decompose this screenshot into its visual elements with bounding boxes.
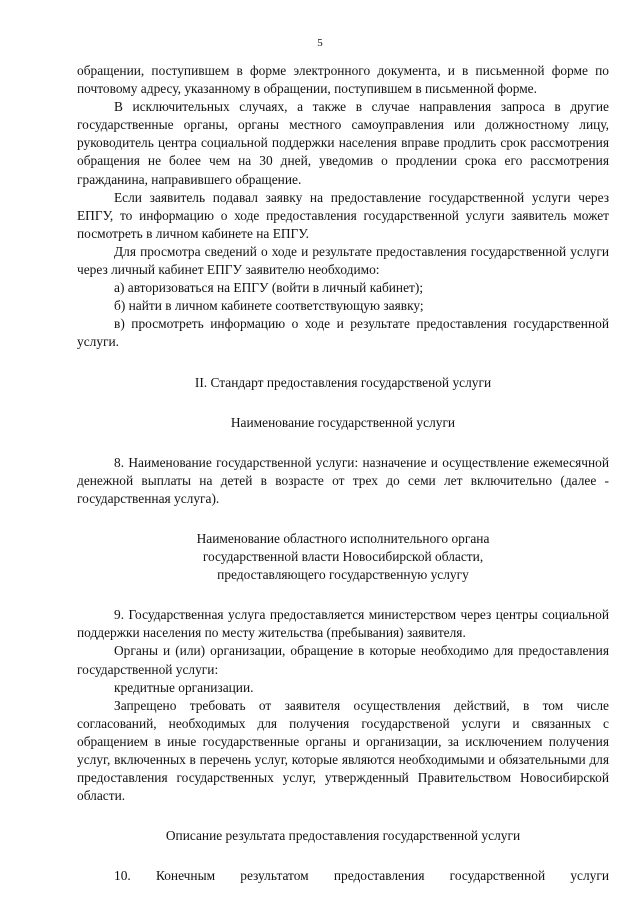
paragraph: Если заявитель подавал заявку на предоставление государственной услуги через ЕПГУ, то информацию о ходе предоставления государственной услуги заявитель может посмотреть в личном кабинете на ЕПГУ. xyxy=(77,189,609,241)
paragraph: Запрещено требовать от заявителя осуществления действий, в том числе согласований, необходимых для получения государственой услуги и связанных с обращением в иные государственные органы и организации, за исключением получения услуг, включенных в перечень услуг, которые являются необходимыми и обязательными для предоставления государственных услуг, утвержденный Правительством Новосибирской области. xyxy=(77,697,609,804)
paragraph: 9. Государственная услуга предоставляется министерством через центры социальной поддержки населения по месту жительства (пребывания) заявителя. xyxy=(77,607,609,641)
subsection-heading: Наименование государственной услуги xyxy=(230,414,456,430)
paragraph: 10. Конечным результатом предоставления государственной услуги xyxy=(114,868,609,884)
list-item: в) просмотреть информацию о ходе и результате предоставления государственной услуги. xyxy=(77,316,609,350)
paragraph: Для просмотра сведений о ходе и результате предоставления государственной услуги через личный кабинет ЕПГУ заявителю необходимо: xyxy=(77,243,609,278)
subsection-heading-line: государственной власти Новосибирской области, xyxy=(202,549,484,565)
subsection-heading-line: Наименование областного исполнительного органа xyxy=(196,530,490,546)
page-number: 5 xyxy=(317,37,323,49)
paragraph: Органы и (или) организации, обращение в которые необходимо для предоставления государственной услуги: xyxy=(77,643,609,677)
section-heading: II. Стандарт предоставления государственой услуги xyxy=(194,374,492,390)
document-body xyxy=(77,62,609,885)
paragraph: 8. Наименование государственной услуги: назначение и осуществление ежемесячной денежной выплаты на детей в возрасте от трех до семи лет включительно (далее - государственная услуга). xyxy=(77,454,609,506)
paragraph: кредитные организации. xyxy=(114,679,254,695)
subsection-heading-line: предоставляющего государственную услугу xyxy=(217,567,469,583)
subsection-heading-block xyxy=(77,530,609,584)
list-item: б) найти в личном кабинете соответствующую заявку; xyxy=(114,298,424,314)
list-item: а) авторизоваться на ЕПГУ (войти в личный кабинет); xyxy=(114,280,424,296)
paragraph: обращении, поступившем в форме электронного документа, и в письменной форме по почтовому адресу, указанному в обращении, поступившем в письменной форме. xyxy=(77,63,609,97)
paragraph: В исключительных случаях, а также в случае направления запроса в другие государственные органы, органы местного самоуправления или должностному лицу, руководитель центра социальной поддержки населения вправе продлить срок рассмотрения обращения не более чем на 30 дней, уведомив о продлении срока его рассмотрения гражданина, направившего обращение. xyxy=(77,99,609,187)
subsection-heading: Описание результата предоставления государственной услуги xyxy=(165,828,521,844)
